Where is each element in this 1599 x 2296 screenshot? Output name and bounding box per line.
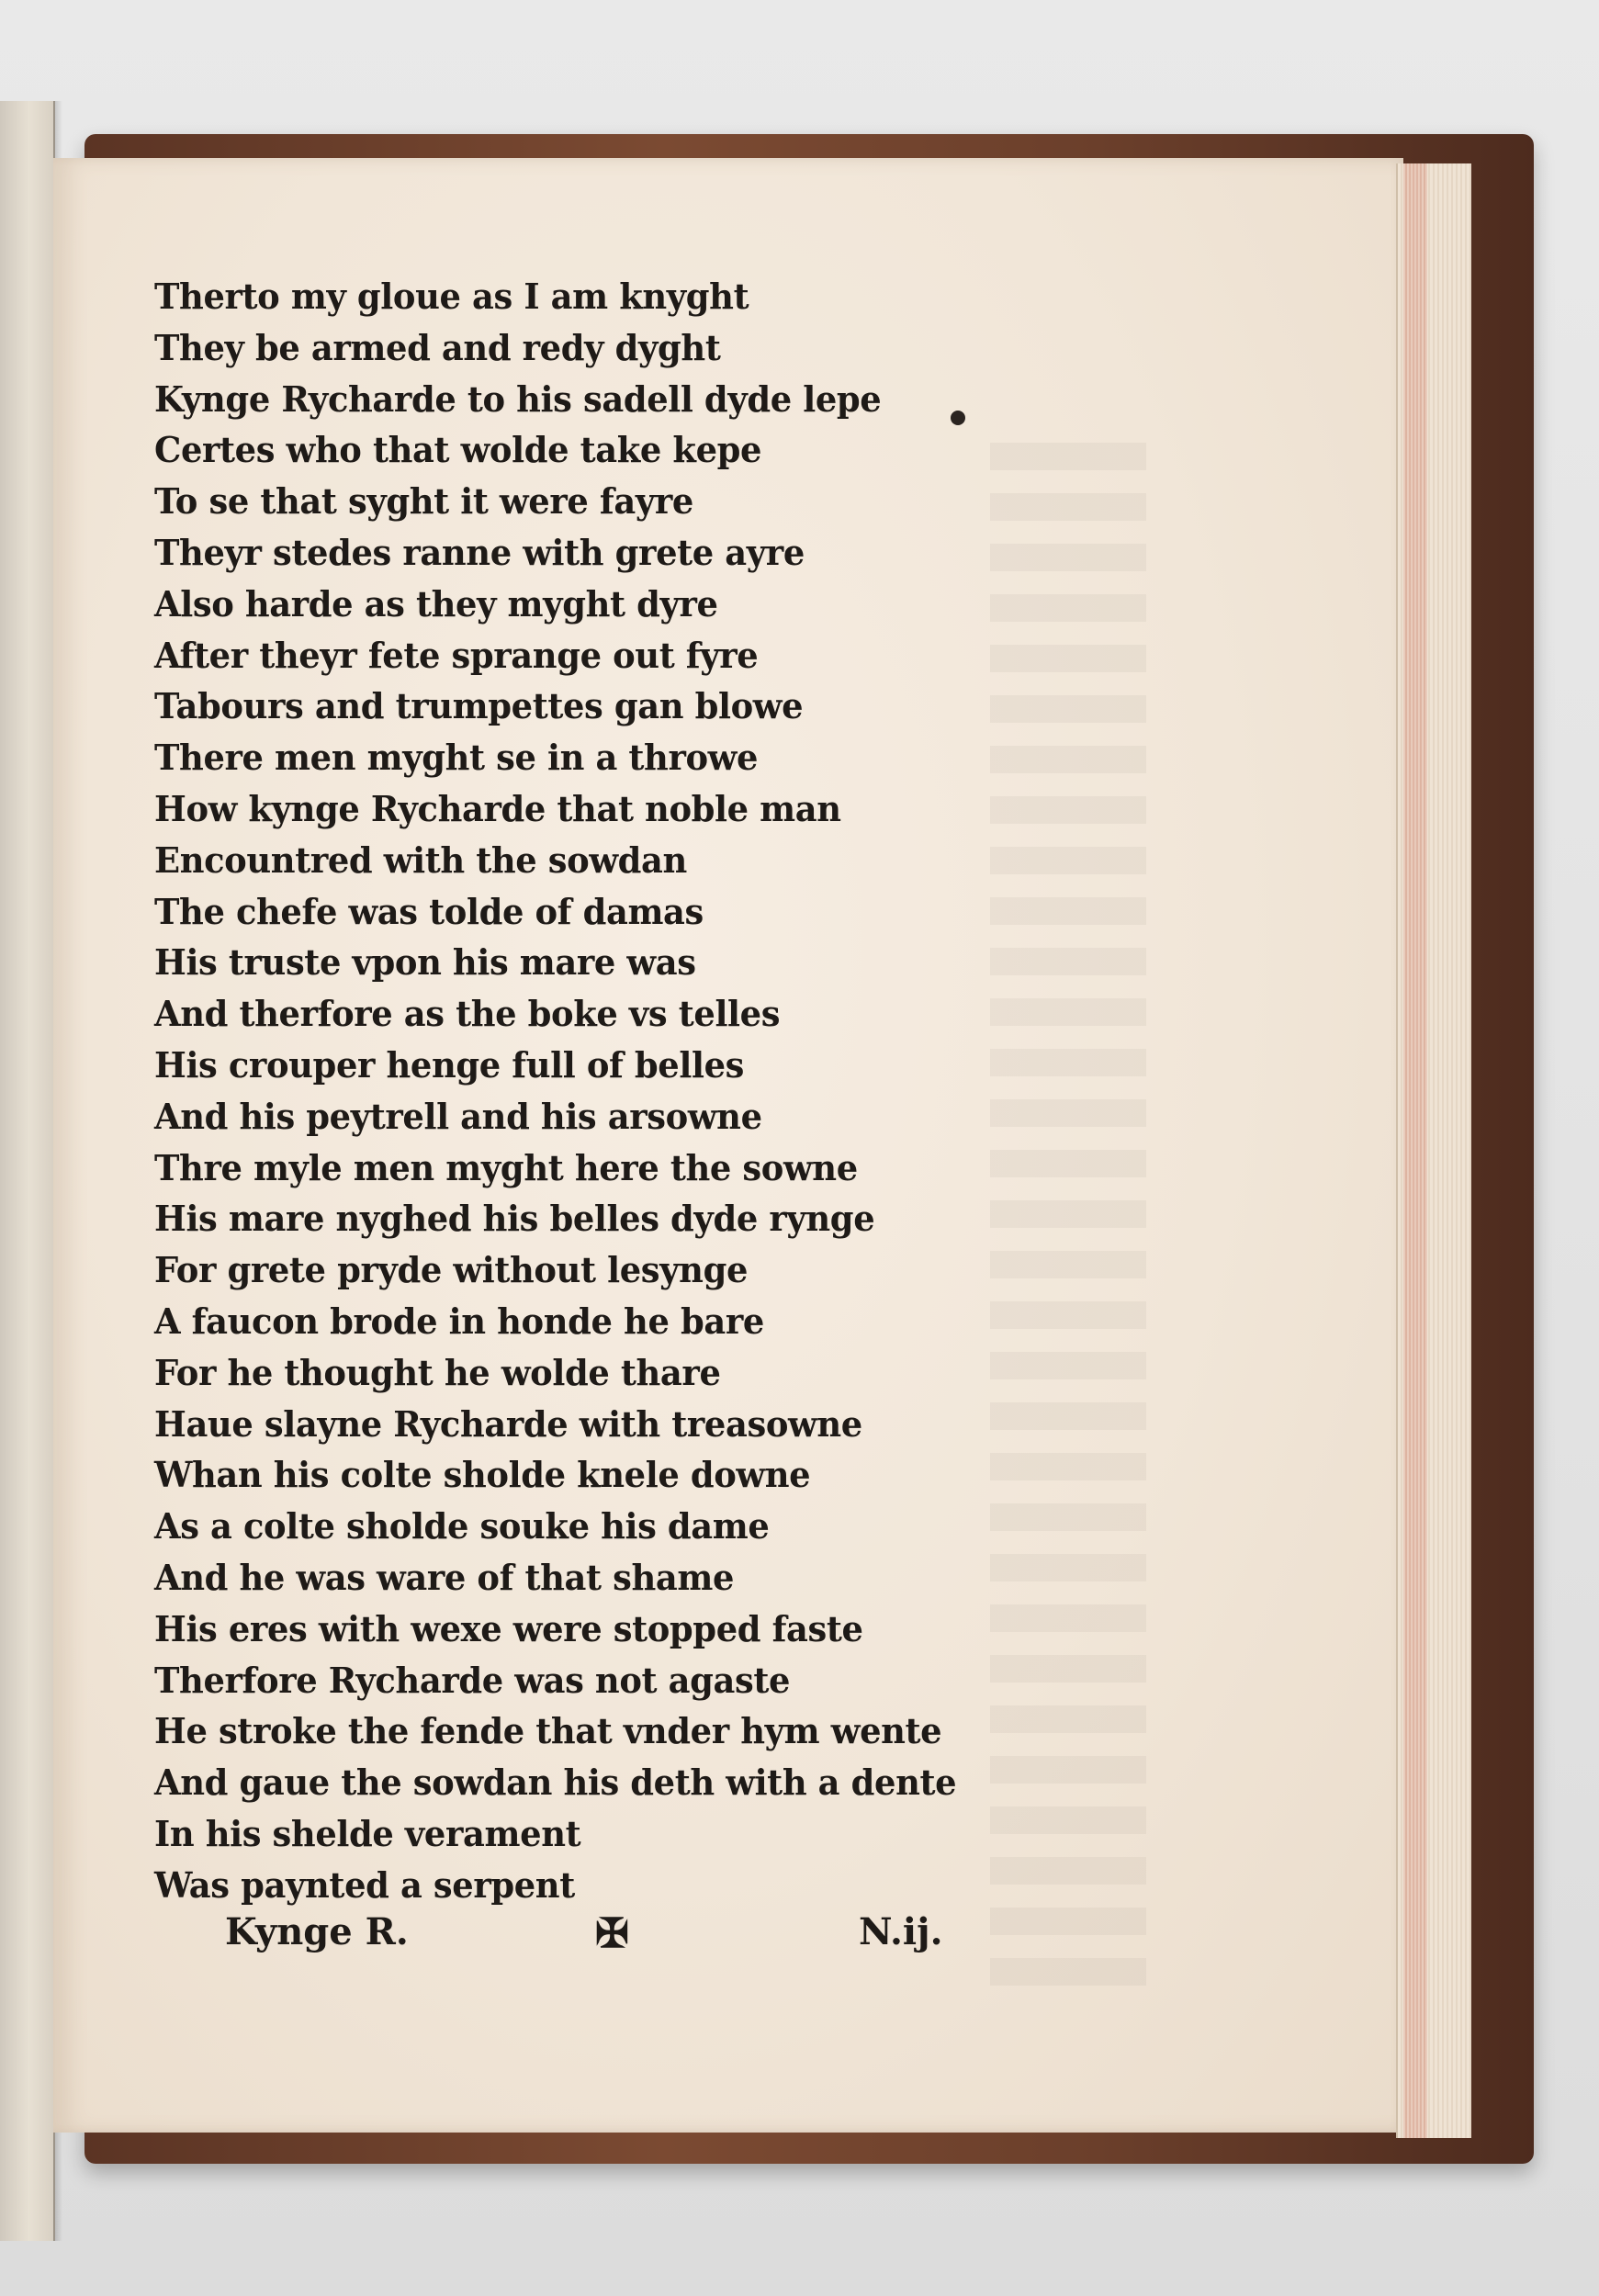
verse-line: And therfore as the boke vs telles: [154, 993, 781, 1035]
verse-line: Whan his colte sholde knele downe: [154, 1454, 811, 1496]
verse-line: His eres with wexe were stopped faste: [154, 1607, 863, 1649]
verse-line: How kynge Rycharde that noble man: [154, 787, 841, 829]
verse-line: After theyr fete sprange out fyre: [154, 634, 759, 676]
verse-text-block: [154, 271, 1054, 1911]
verse-line: The chefe was tolde of damas: [154, 890, 704, 932]
verse-line: As a colte sholde souke his dame: [154, 1505, 770, 1548]
verse-line: Also harde as they myght dyre: [154, 582, 718, 625]
verse-line: And he was ware of that shame: [154, 1556, 735, 1598]
verse-line: His mare nyghed his belles dyde rynge: [154, 1198, 875, 1240]
signature-mark: N.ij.: [859, 1910, 943, 1953]
catchword: Kynge R.: [225, 1910, 409, 1953]
page-edges: [1396, 163, 1471, 2138]
verse-line: Theyr stedes ranne with grete ayre: [154, 531, 805, 573]
verse-line: A faucon brode in honde he bare: [154, 1300, 764, 1342]
verse-line: Therto my gloue as I am knyght: [154, 276, 749, 317]
verse-line: To se that syght it were fayre: [154, 480, 693, 523]
cross-ornament: ✠: [595, 1910, 629, 1957]
verse-line: His truste vpon his mare was: [154, 941, 696, 984]
verse-line: Haue slayne Rycharde with treasowne: [154, 1402, 862, 1445]
verse-line: And his peytrell and his arsowne: [154, 1095, 762, 1137]
verse-line: Thre myle men myght here the sowne: [154, 1146, 858, 1188]
verse-line: His crouper henge full of belles: [154, 1043, 745, 1086]
verse-line: And gaue the sowdan his deth with a dente: [154, 1761, 957, 1804]
verse-line: Tabours and trumpettes gan blowe: [154, 685, 804, 727]
verse-line: There men myght se in a throwe: [154, 737, 759, 779]
facing-page-edge: [0, 101, 55, 2241]
verse-line: Was paynted a serpent: [154, 1863, 575, 1906]
verse-line: For grete pryde without lesynge: [154, 1249, 749, 1291]
verse-line: In his shelde verament: [154, 1812, 581, 1854]
verse-line: Kynge Rycharde to his sadell dyde lepe: [154, 377, 882, 420]
red-page-edge: [1403, 163, 1427, 2138]
verse-line: They be armed and redy dyght: [154, 326, 721, 368]
verse-line: Certes who that wolde take kepe: [154, 429, 762, 471]
verse-line: Therfore Rycharde was not agaste: [154, 1659, 791, 1701]
verse-line: He stroke the fende that vnder hym wente: [154, 1710, 942, 1752]
verse-line: For he thought he wolde thare: [154, 1351, 721, 1393]
verse-line: Encountred with the sowdan: [154, 838, 687, 881]
